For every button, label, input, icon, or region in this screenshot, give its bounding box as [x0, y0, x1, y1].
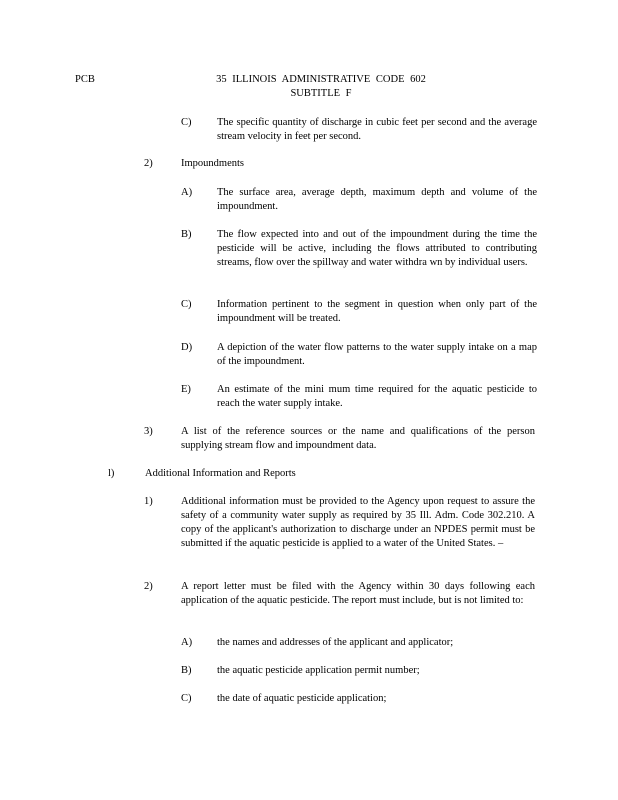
item-text: The specific quantity of discharge in cubic feet per second and the average stream velocity in feet per second. [217, 117, 537, 142]
header-agency: PCB [75, 74, 95, 85]
item-label: 2) [144, 158, 153, 169]
item-label: 3) [144, 426, 153, 437]
item-label: A) [181, 637, 193, 648]
header-title-line2: SUBTITLE F [290, 88, 352, 99]
item-text: The surface area, average depth, maximum depth and volume of the impoundment. [217, 187, 537, 212]
item-text: An estimate of the mini mum time required for the aquatic pesticide to reach the water supply intake. [217, 384, 537, 409]
item-text: A report letter must be filed with the Agency within 30 days following each application of the aquatic pesticide. The report must include, but is not limited to: [181, 581, 535, 606]
item-label: 2) [144, 581, 153, 592]
item-heading: Additional Information and Reports [145, 468, 296, 479]
item-heading: Impoundments [181, 158, 244, 169]
item-text: A depiction of the water flow patterns to the water supply intake on a map of the impoundment. [217, 342, 537, 367]
item-text: the names and addresses of the applicant and applicator; [217, 637, 454, 648]
item-text: The flow expected into and out of the impoundment during the time the pesticide will be active, including the flows attributed to contributing streams, flow over the spillway and water withdra wn by individual users. [217, 229, 537, 268]
item-text: Additional information must be provided to the Agency upon request to assure the safety of a community water supply as required by 35 Ill. Adm. Code 302.210. A copy of the applicant's authorization to discharge under an NPDES permit must be submitted if the aquatic pesticide is applied to a water of the United States. – [181, 496, 535, 549]
item-label: D) [181, 342, 193, 353]
item-label: C) [181, 693, 192, 704]
item-label: C) [181, 117, 192, 128]
item-text: A list of the reference sources or the name and qualifications of the person supplying stream flow and impoundment data. [181, 426, 535, 451]
item-label: C) [181, 299, 192, 310]
header-title [190, 73, 452, 101]
item-label: B) [181, 229, 192, 240]
header-title-line1: 35 ILLINOIS ADMINISTRATIVE CODE 602 [216, 74, 426, 85]
item-label: l) [108, 468, 115, 479]
item-text: the aquatic pesticide application permit number; [217, 665, 420, 676]
item-text: the date of aquatic pesticide application; [217, 693, 387, 704]
item-label: E) [181, 384, 191, 395]
item-text: Information pertinent to the segment in question when only part of the impoundment will be treated. [217, 299, 537, 324]
item-label: 1) [144, 496, 153, 507]
item-label: A) [181, 187, 193, 198]
item-label: B) [181, 665, 192, 676]
